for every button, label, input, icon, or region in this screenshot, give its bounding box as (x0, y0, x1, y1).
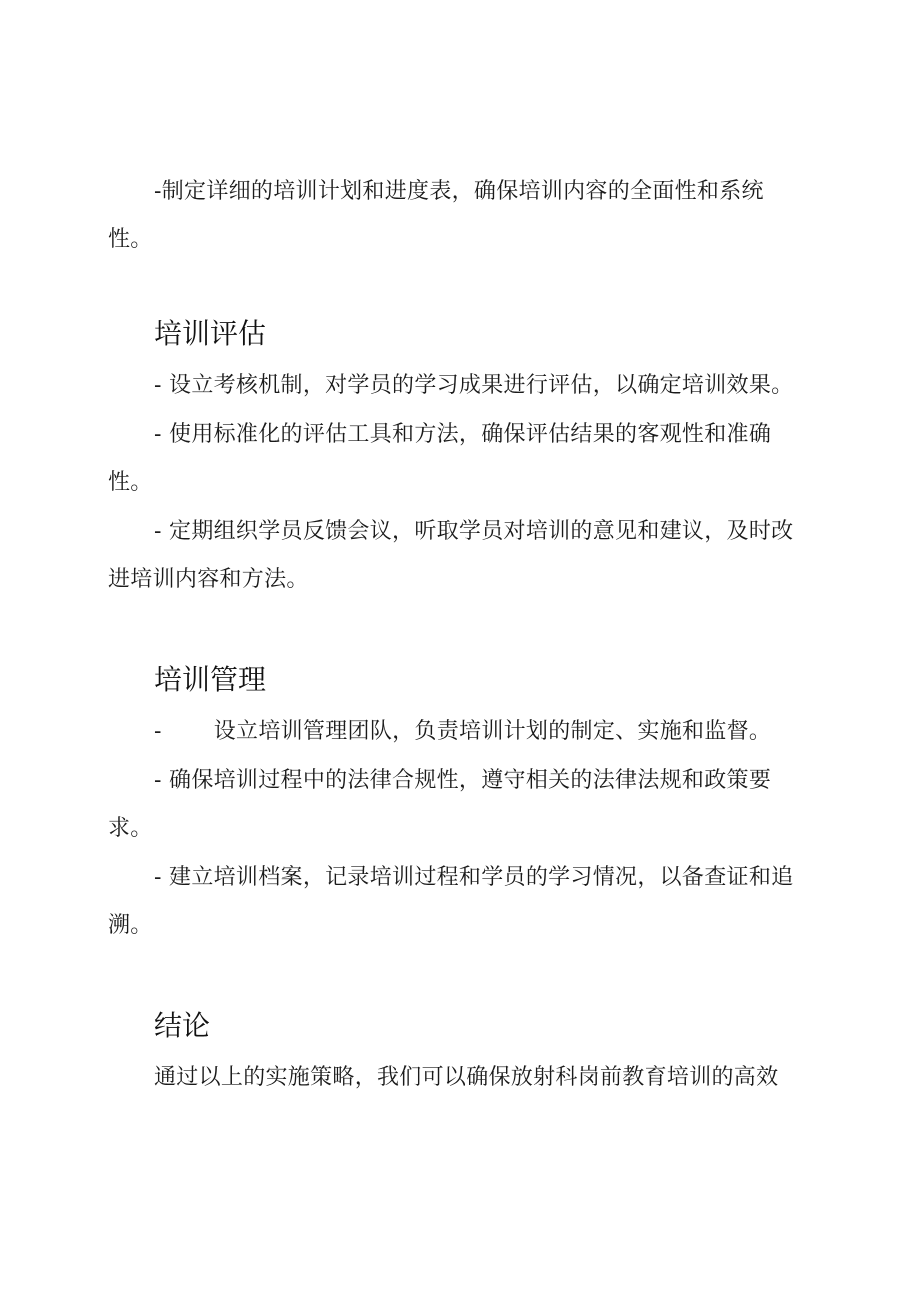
intro-paragraph: -制定详细的培训计划和进度表，确保培训内容的全面性和系统性。 (108, 179, 764, 252)
management-item-1-text: 设立培训管理团队，负责培训计划的制定、实施和监督。 (213, 719, 772, 744)
evaluation-item-1: - 设立考核机制，对学员的学习成果进行评估，以确定培训效果。 (154, 373, 794, 398)
evaluation-item-2: - 使用标准化的评估工具和方法，确保评估结果的客观性和准确性。 (108, 422, 772, 495)
conclusion-paragraph: 通过以上的实施策略，我们可以确保放射科岗前教育培训的高效 (154, 1065, 779, 1090)
section-heading-evaluation: 培训评估 (154, 317, 267, 350)
section-heading-management: 培训管理 (154, 663, 267, 696)
management-item-3: - 建立培训档案，记录培训过程和学员的学习情况，以备查证和追溯。 (108, 865, 794, 938)
section-heading-conclusion: 结论 (154, 1009, 211, 1042)
management-item-1 (108, 708, 808, 756)
management-item-2: - 确保培训过程中的法律合规性，遵守相关的法律法规和政策要求。 (108, 768, 772, 841)
management-item-1-dash: - (154, 719, 162, 744)
evaluation-item-3: - 定期组织学员反馈会议，听取学员对培训的意见和建议，及时改进培训内容和方法。 (108, 519, 794, 592)
